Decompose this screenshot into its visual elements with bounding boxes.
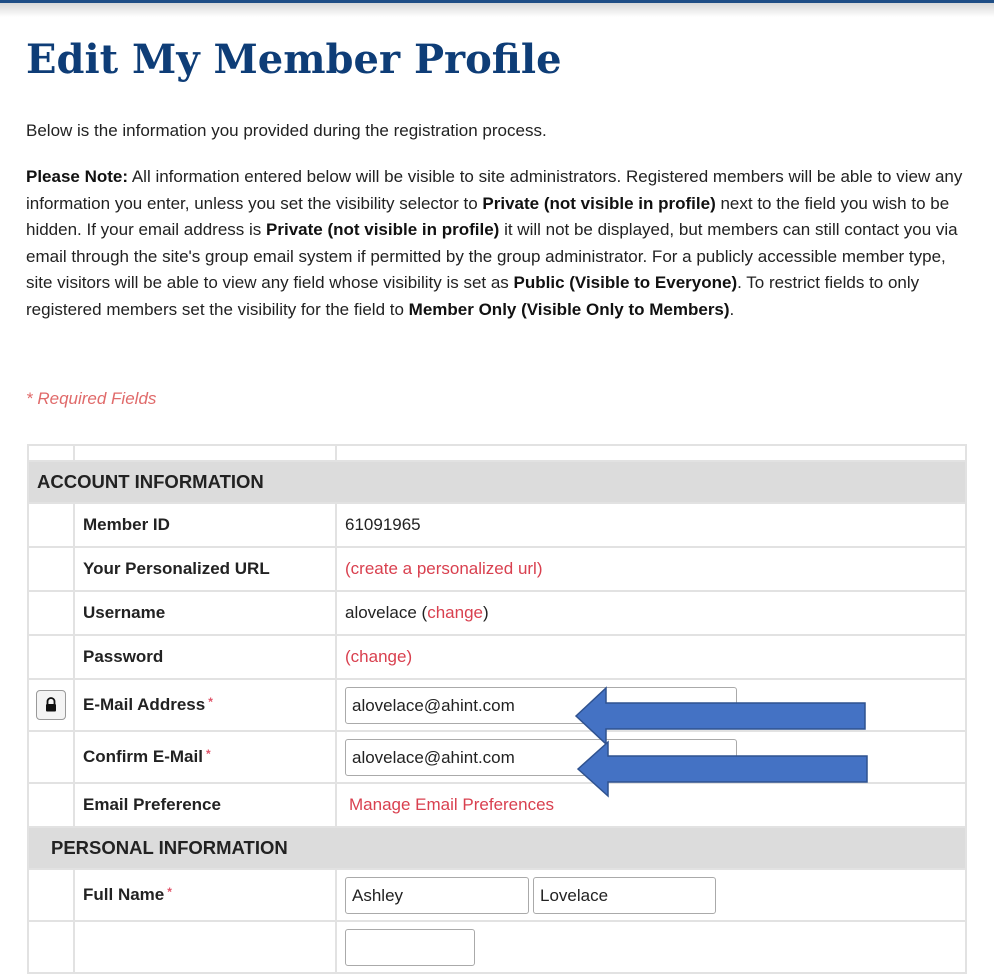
paren-open: ( [345,559,351,578]
field-label: Member ID [74,503,336,547]
page-title: Edit My Member Profile [26,36,562,83]
table-row-personalized-url [28,547,966,591]
section-account-information [28,461,966,503]
field-label [74,731,336,783]
paren-open: ( [416,603,428,622]
field-label: Email Preference [74,783,336,827]
email-label: E-Mail Address [83,695,206,714]
change-password-link[interactable]: change [350,647,407,666]
note-text-1: All information entered below will be visible to site administrators. Registered members will be able to view any information you enter, unless you set the visibility selector to [26,167,963,213]
field-label [74,869,336,921]
annotation-arrow-email [574,686,868,746]
confirm-email-label: Confirm E-Mail [83,747,203,766]
personalized-url-cell [336,547,966,591]
annotation-arrow-confirm-email [576,740,870,798]
next-field-input[interactable] [345,929,475,966]
email-input[interactable]: alovelace@ahint.com [345,687,737,724]
section-personal-information [28,827,966,869]
header-shadow [0,3,994,17]
manage-email-preferences-link[interactable]: Manage Email Preferences [349,795,555,814]
field-label: Username [74,591,336,635]
note-text-2: next to the field you wish to be hidden. If your email address is [26,193,950,239]
required-marker: * [205,747,211,761]
table-row-member-id [28,503,966,547]
section-heading: ACCOUNT INFORMATION [28,461,966,503]
note-bold-private-2: Private (not visible in profile) [266,220,500,239]
table-row-full-name [28,869,966,921]
required-fields-note: * Required Fields [26,389,157,408]
create-personalized-url-link[interactable]: create a personalized url [350,559,537,578]
table-header-spacer [28,445,966,461]
paren-close: ) [536,559,543,578]
paren-close: ) [406,647,413,666]
username-value: alovelace [345,603,417,622]
note-text-3: it will not be displayed, but members can still contact you via email through the site's group email system if permitted by the group administrator. For a publicly accessible member type, site visitors will be able to view any field whose visibility is set as [26,220,958,292]
full-name-label: Full Name [83,885,165,904]
field-label: Your Personalized URL [74,547,336,591]
field-label [74,679,336,731]
field-label: Password [74,635,336,679]
note-text-4: . To restrict fields to only registered members set the visibility for the field to [26,273,920,319]
member-id-value: 61091965 [336,503,966,547]
note-bold-public: Public (Visible to Everyone) [513,273,738,292]
table-row-username [28,591,966,635]
note-bold-member-only: Member Only (Visible Only to Members) [408,299,730,319]
table-row-password [28,635,966,679]
note-bold-private-1: Private (not visible in profile) [482,193,716,213]
note-label: Please Note: [26,167,129,186]
note-text-5: . [729,299,735,319]
required-marker: * [167,885,172,899]
visibility-lock-button[interactable] [36,690,66,720]
section-heading: PERSONAL INFORMATION [28,827,966,869]
confirm-email-input[interactable]: alovelace@ahint.com [345,739,737,776]
password-cell [336,635,966,679]
intro-text: Below is the information you provided during the registration process. [26,121,547,140]
username-cell [336,591,966,635]
last-name-input[interactable]: Lovelace [533,877,716,914]
required-marker: * [208,695,213,709]
visibility-note [26,164,974,323]
paren-open: ( [345,647,351,666]
paren-close: ) [483,603,489,622]
table-row-next-field [28,921,966,973]
lock-icon [37,691,65,719]
first-name-input[interactable]: Ashley [345,877,529,914]
change-username-link[interactable]: change [427,603,483,622]
